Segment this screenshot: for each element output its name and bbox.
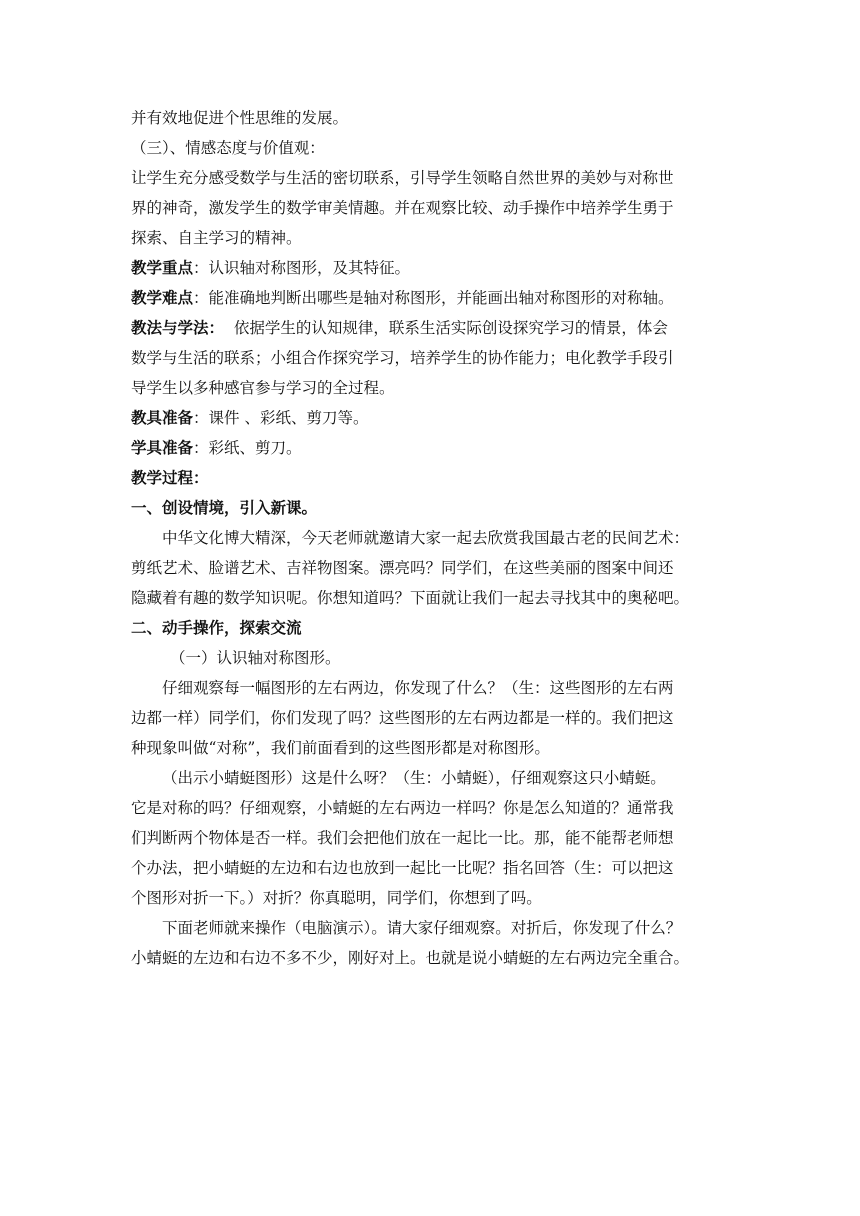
- text-line: 们判断两个物体是否一样。我们会把他们放在一起比一比。那，能不能帮老师想: [131, 829, 674, 847]
- paragraph-section-2-b: [131, 763, 741, 913]
- text-line: 让学生充分感受数学与生活的密切联系，引导学生领略自然世界的美妙与对称世: [131, 169, 674, 187]
- heading-section-2: [131, 613, 741, 643]
- paragraph-section-2-a: [131, 673, 741, 763]
- text-line: 仔细观察每一幅图形的左右两边，你发现了什么？（生：这些图形的左右两: [162, 679, 674, 697]
- paragraph-section-2-c: [131, 913, 741, 973]
- text-line: 它是对称的吗？仔细观察，小蜻蜓的左右两边一样吗？你是怎么知道的？通常我: [131, 799, 674, 817]
- text-line: 数学与生活的联系；小组合作探究学习，培养学生的协作能力；电化教学手段引: [131, 349, 674, 367]
- label-key-point: 教学重点: [131, 258, 194, 277]
- text-line: [131, 313, 741, 343]
- text-line: 剪纸艺术、脸谱艺术、吉祥物图案。漂亮吗？同学们，在这些美丽的图案中间还: [131, 559, 674, 577]
- heading-section-1: [131, 493, 741, 523]
- teaching-method: [131, 313, 741, 403]
- label-difficulty: 教学难点: [131, 288, 194, 307]
- text-line: 并有效地促进个性思维的发展。: [131, 109, 349, 127]
- paragraph-emotion: [131, 163, 741, 253]
- text-line: （一）认识轴对称图形。: [170, 649, 341, 667]
- text-line: 中华文化博大精深，今天老师就邀请大家一起去欣赏我国最古老的民间艺术：: [162, 529, 690, 547]
- teaching-tools: [131, 403, 741, 433]
- document-page: [131, 103, 741, 973]
- paragraph-previous-end: [131, 103, 741, 133]
- text-line: 下面老师就来操作（电脑演示）。请大家仔细观察。对折后，你发现了什么？: [162, 919, 682, 937]
- teaching-key-point: [131, 253, 741, 283]
- paragraph-section-1: [131, 523, 741, 613]
- text-difficulty: ：能准确地判断出哪些是轴对称图形，并能画出轴对称图形的对称轴。: [193, 289, 674, 307]
- text-line: [131, 283, 741, 313]
- text-teaching-tools: ：课件 、彩纸、剪刀等。: [193, 409, 369, 427]
- text-line: 探索、自主学习的精神。: [131, 229, 302, 247]
- label-learning-tools: 学具准备: [131, 438, 194, 457]
- text-line: （出示小蜻蜓图形）这是什么呀？（生：小蜻蜓），仔细观察这只小蜻蜓。: [162, 769, 666, 787]
- text-line: 一、创设情境，引入新课。: [131, 498, 318, 517]
- text-key-point: ：认识轴对称图形，及其特征。: [193, 259, 411, 277]
- text-line: [131, 433, 741, 463]
- text-line: 小蜻蜓的左边和右边不多不少，刚好对上。也就是说小蜻蜓的左右两边完全重合。: [131, 949, 690, 967]
- text-line: 界的神奇，激发学生的数学审美情趣。并在观察比较、动手操作中培养学生勇于: [131, 199, 674, 217]
- text-line: 个图形对折一下。）对折？你真聪明，同学们，你想到了吗。: [131, 889, 542, 907]
- text-learning-tools: ：彩纸、剪刀。: [193, 439, 302, 457]
- label-teaching-tools: 教具准备: [131, 408, 194, 427]
- text-line: 教学过程：: [131, 468, 209, 487]
- subheading-section-2-1: [131, 643, 741, 673]
- text-line: 边都一样）同学们，你们发现了吗？这些图形的左右两边都是一样的。我们把这: [131, 709, 674, 727]
- text-line: [131, 403, 741, 433]
- text-line: 二、动手操作，探索交流: [131, 618, 302, 637]
- subheading-emotion: [131, 133, 741, 163]
- text-line: 种现象叫做“对称”，我们前面看到的这些图形都是对称图形。: [131, 739, 550, 757]
- learning-tools: [131, 433, 741, 463]
- text-line: （三）、情感态度与价值观：: [131, 139, 325, 157]
- text-line: [131, 253, 741, 283]
- text-line: 导学生以多种感官参与学习的全过程。: [131, 379, 395, 397]
- text-line: 个办法，把小蜻蜓的左边和右边也放到一起比一比呢？指名回答（生：可以把这: [131, 859, 674, 877]
- text-method: 依据学生的认知规律，联系生活实际创设探究学习的情景，体会: [224, 319, 668, 337]
- text-line: 隐藏着有趣的数学知识呢。你想知道吗？下面就让我们一起去寻找其中的奥秘吧。: [131, 589, 690, 607]
- teaching-difficulty: [131, 283, 741, 313]
- heading-teaching-process: [131, 463, 741, 493]
- label-method: 教法与学法：: [131, 318, 225, 337]
